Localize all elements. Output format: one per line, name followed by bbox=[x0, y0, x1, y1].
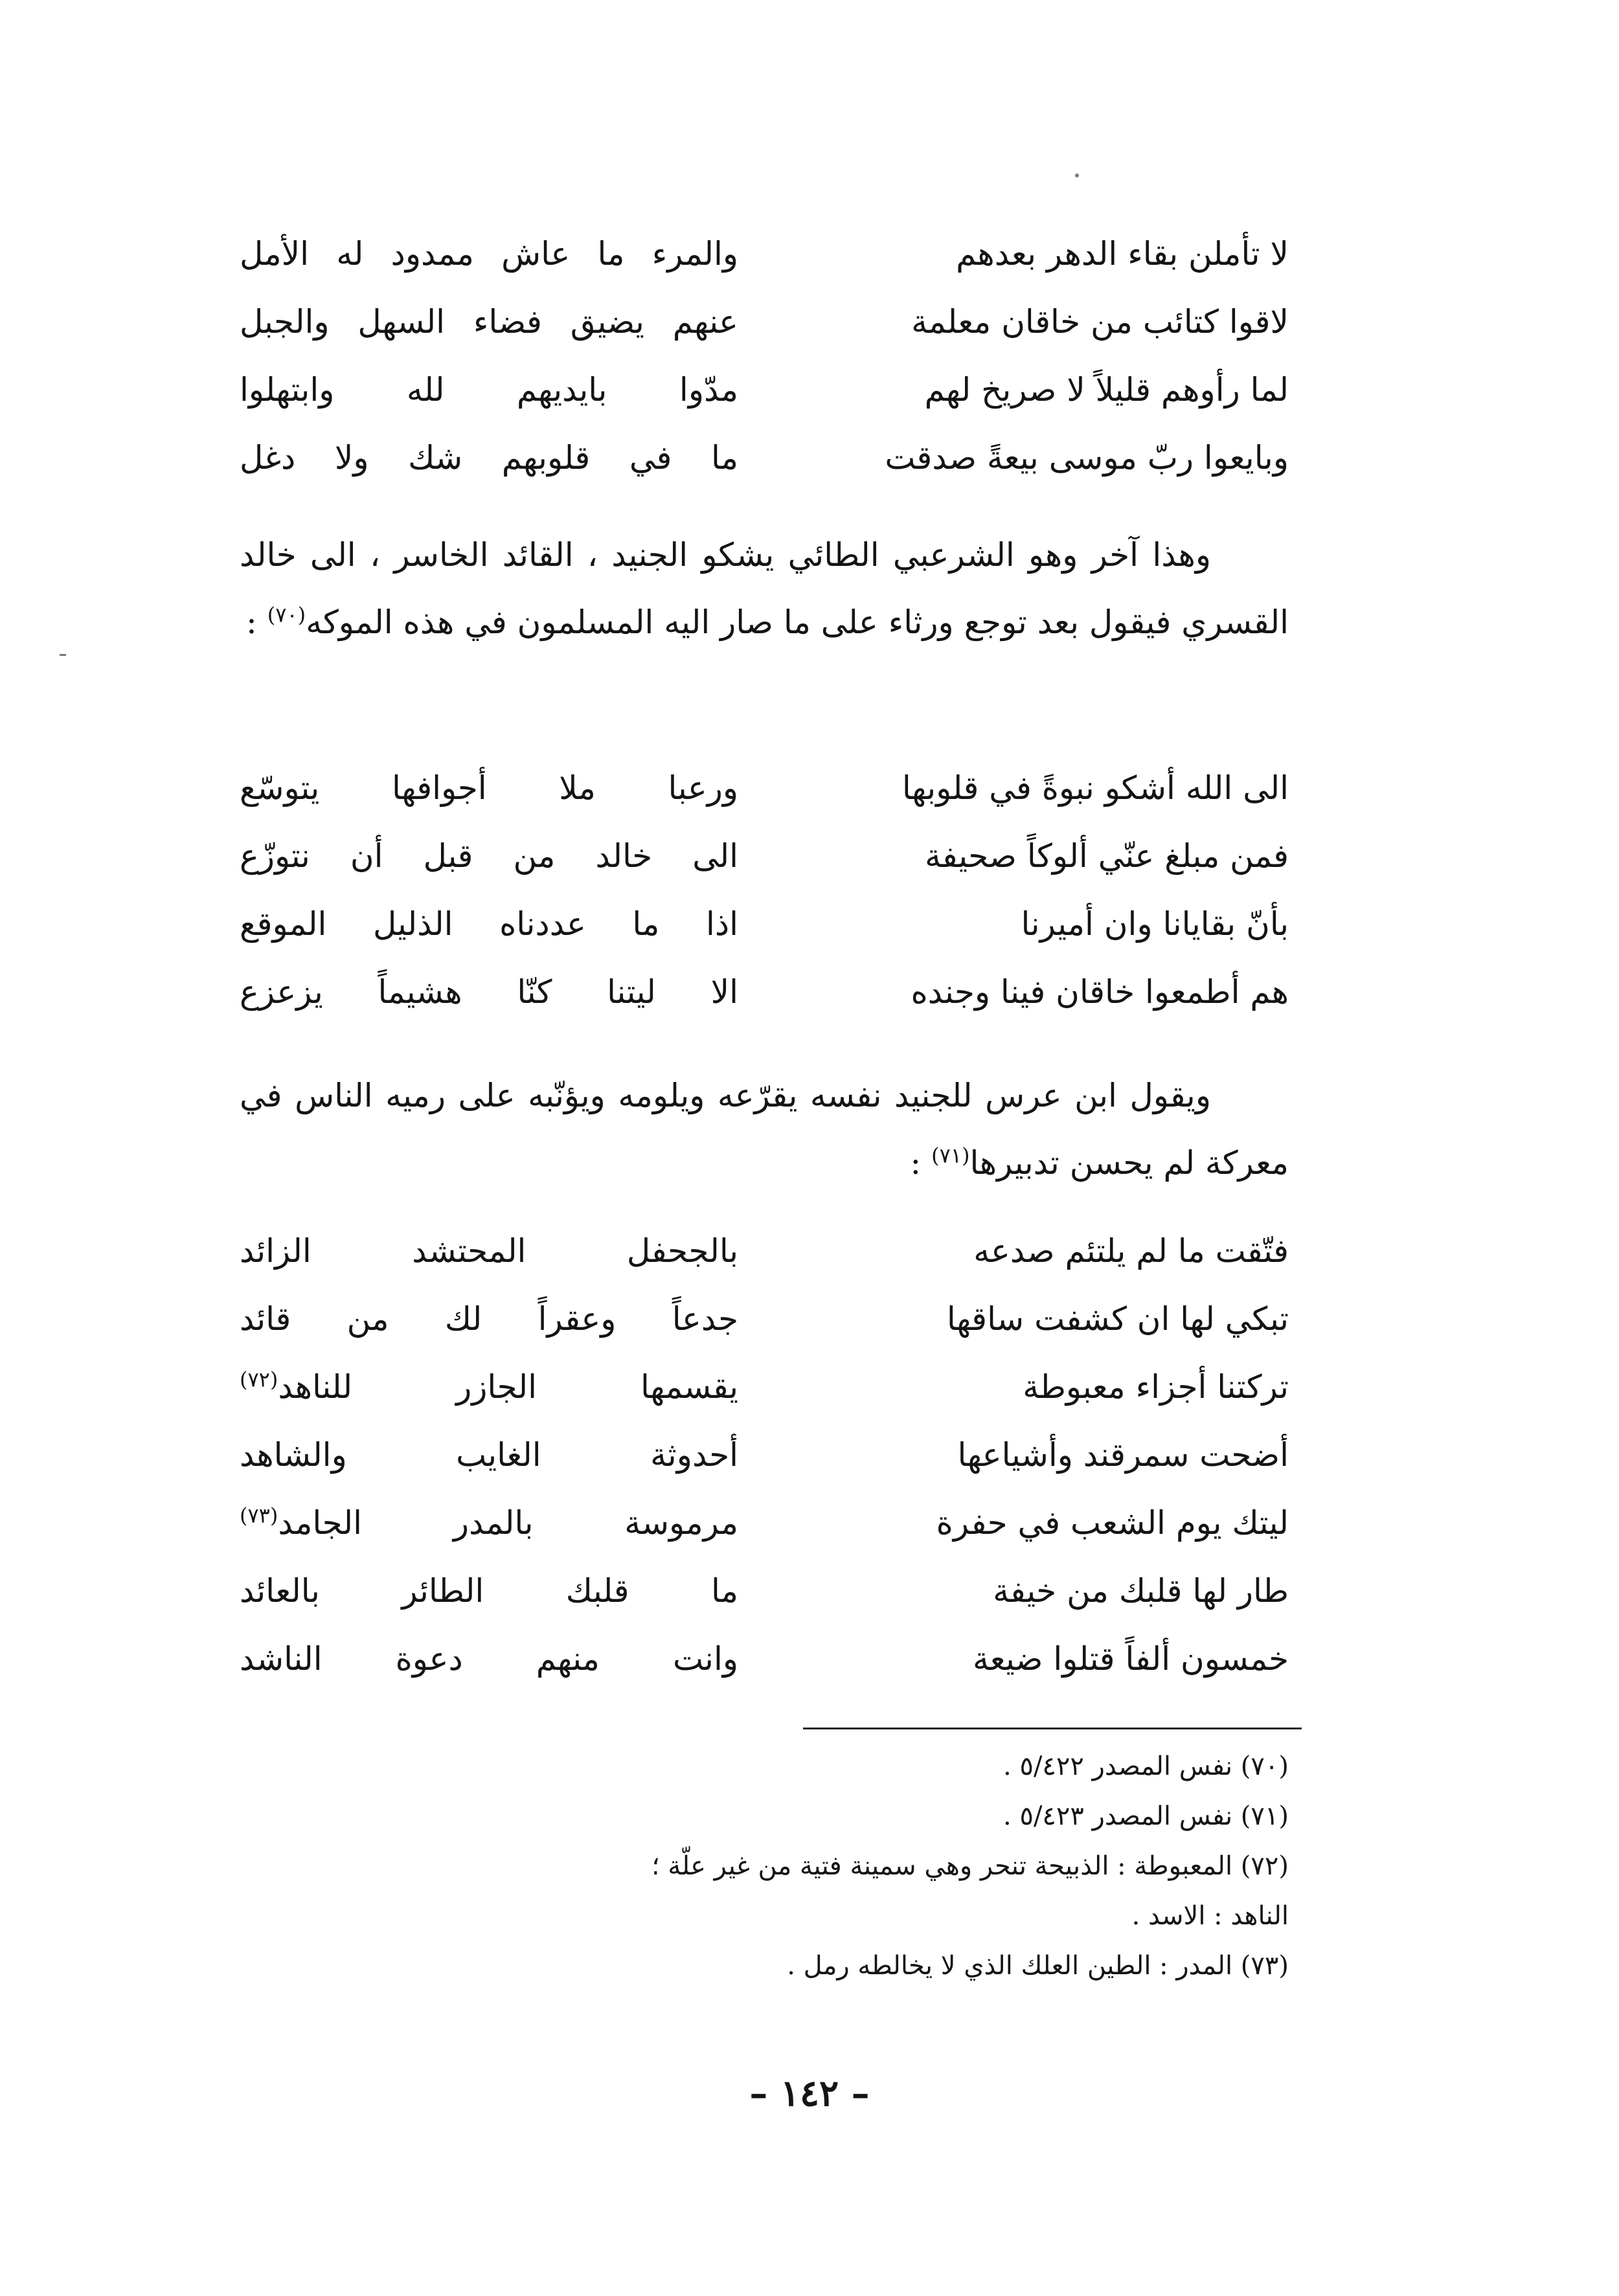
second-hemistich: الى خالد من قبل أن نتوزّع bbox=[240, 837, 738, 875]
footnote-ref: (٧١) bbox=[931, 1143, 970, 1168]
first-hemistich: طار لها قلبك من خيفة bbox=[993, 1572, 1289, 1610]
first-hemistich: تركتنا أجزاء معبوطة bbox=[1023, 1368, 1289, 1406]
poem-1 bbox=[240, 220, 1289, 492]
second-hemistich-text: يقسمها الجازر للناهد bbox=[278, 1368, 738, 1406]
verse-line bbox=[240, 1285, 1289, 1353]
footnote-73: (٧٣) المدر : الطين العلك الذي لا يخالطه رمل . bbox=[787, 1951, 1289, 1981]
second-hemistich-text: بالجحفل المحتشد الزائد bbox=[240, 1232, 738, 1270]
first-hemistich: بأنّ بقايانا وان أميرنا bbox=[1021, 905, 1289, 943]
scan-speck bbox=[1075, 174, 1079, 177]
second-hemistich-text: جدعاً وعقراً لك من قائد bbox=[240, 1300, 738, 1338]
verse-line bbox=[240, 424, 1289, 492]
footnote-72-continuation: الناهد : الاسد . bbox=[1131, 1901, 1289, 1931]
verse-line bbox=[240, 1625, 1289, 1693]
footnote-70: (٧٠) نفس المصدر ٥/٤٢٢ . bbox=[1003, 1751, 1289, 1781]
footnote-ref: (٧٠) bbox=[267, 602, 306, 627]
second-hemistich-text: مرموسة بالمدر الجامد bbox=[278, 1504, 738, 1542]
first-hemistich: خمسون ألفاً قتلوا ضيعة bbox=[972, 1640, 1289, 1678]
second-hemistich bbox=[240, 1353, 738, 1421]
second-hemistich: الا ليتنا كنّا هشيماً يزعزع bbox=[240, 973, 738, 1011]
first-hemistich: فتّقت ما لم يلتئم صدعه bbox=[973, 1232, 1289, 1270]
poem-3 bbox=[240, 1217, 1289, 1693]
page-number: – ١٤٢ – bbox=[749, 2072, 870, 2115]
second-hemistich bbox=[240, 1557, 738, 1625]
verse-line bbox=[240, 220, 1289, 288]
second-hemistich-text: ما قلبك الطائر بالعائد bbox=[240, 1572, 738, 1610]
first-hemistich: أضحت سمرقند وأشياعها bbox=[957, 1436, 1289, 1474]
first-hemistich: تبكي لها ان كشفت ساقها bbox=[946, 1300, 1289, 1338]
verse-line bbox=[240, 890, 1289, 958]
first-hemistich: لما رأوهم قليلاً لا صريخ لهم bbox=[924, 371, 1289, 409]
footnote-separator bbox=[803, 1728, 1302, 1729]
second-hemistich: عنهم يضيق فضاء السهل والجبل bbox=[240, 303, 738, 341]
first-hemistich: وبايعوا ربّ موسى بيعةً صدقت bbox=[885, 439, 1289, 477]
verse-line bbox=[240, 754, 1289, 822]
paragraph-text: ويقول ابن عرس للجنيد نفسه يقرّعه ويلومه ويؤنّبه على رميه الناس في معركة لم يحسن تدبيرها bbox=[240, 1077, 1289, 1182]
verse-line bbox=[240, 1421, 1289, 1489]
first-hemistich: لا تأملن بقاء الدهر بعدهم bbox=[956, 235, 1289, 273]
second-hemistich: مدّوا بايديهم لله وابتهلوا bbox=[240, 371, 738, 409]
verse-line bbox=[240, 1353, 1289, 1421]
verse-line bbox=[240, 1489, 1289, 1557]
paragraph-colon: : bbox=[910, 1144, 932, 1182]
second-hemistich bbox=[240, 1489, 738, 1557]
verse-line bbox=[240, 1217, 1289, 1285]
paragraph-2 bbox=[240, 1062, 1289, 1197]
verse-line bbox=[240, 288, 1289, 356]
footnotes bbox=[240, 1742, 1289, 1991]
second-hemistich bbox=[240, 1217, 738, 1285]
second-hemistich bbox=[240, 1421, 738, 1489]
second-hemistich: اذا ما عددناه الذليل الموقع bbox=[240, 905, 738, 943]
footnote-72: (٧٢) المعبوطة : الذبيحة تنحر وهي سمينة فتية من غير علّة ؛ bbox=[651, 1851, 1289, 1881]
paragraph-text: وهذا آخر وهو الشرعبي الطائي يشكو الجنيد ، القائد الخاسر ، الى خالد القسري فيقول بعد توجع ورثاء على ما صار اليه المسلمون في هذه الموكه bbox=[240, 536, 1289, 641]
first-hemistich: لاقوا كتائب من خاقان معلمة bbox=[911, 303, 1289, 341]
poem-2 bbox=[240, 754, 1289, 1026]
verse-line bbox=[240, 958, 1289, 1026]
footnote-ref: (٧٢) bbox=[240, 1367, 278, 1392]
verse-line bbox=[240, 822, 1289, 890]
second-hemistich bbox=[240, 1285, 738, 1353]
verse-line bbox=[240, 356, 1289, 424]
first-hemistich: هم أطمعوا خاقان فينا وجنده bbox=[911, 973, 1289, 1011]
first-hemistich: ليتك يوم الشعب في حفرة bbox=[936, 1504, 1289, 1542]
first-hemistich: فمن مبلغ عنّي ألوكاً صحيفة bbox=[925, 837, 1289, 875]
second-hemistich: والمرء ما عاش ممدود له الأمل bbox=[240, 235, 738, 273]
paragraph-1 bbox=[240, 521, 1289, 656]
second-hemistich-text: أحدوثة الغايب والشاهد bbox=[240, 1436, 738, 1474]
second-hemistich bbox=[240, 1625, 738, 1693]
second-hemistich: ما في قلوبهم شك ولا دغل bbox=[240, 439, 738, 477]
verse-line bbox=[240, 1557, 1289, 1625]
second-hemistich: ورعبا ملا أجوافها يتوسّع bbox=[240, 769, 738, 807]
scan-speck bbox=[60, 654, 66, 656]
first-hemistich: الى الله أشكو نبوةً في قلوبها bbox=[901, 769, 1289, 807]
paragraph-colon: : bbox=[246, 603, 267, 641]
second-hemistich-text: وانت منهم دعوة الناشد bbox=[240, 1640, 738, 1678]
footnote-71: (٧١) نفس المصدر ٥/٤٢٣ . bbox=[1003, 1801, 1289, 1831]
footnote-ref: (٧٣) bbox=[240, 1503, 278, 1528]
